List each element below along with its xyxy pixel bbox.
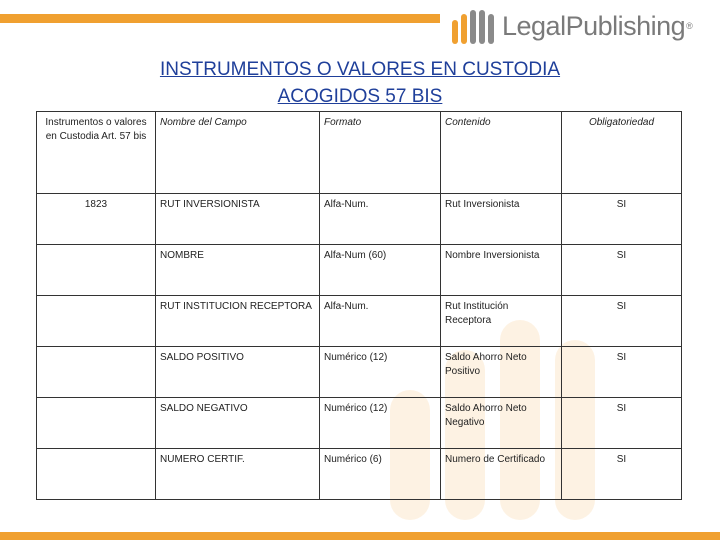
field-format: Numérico (12) [320,347,441,398]
bottom-accent-bar [0,532,720,540]
field-required: SI [562,245,682,296]
code-cell-empty [37,449,156,500]
field-name: SALDO POSITIVO [156,347,320,398]
table-row [37,296,682,347]
field-content: Rut Institución Receptora [441,296,562,347]
legalpublishing-logo [446,6,693,46]
table-row [37,347,682,398]
field-required: SI [562,449,682,500]
table-header-row [37,112,682,194]
code-cell: 1823 [37,194,156,245]
field-format: Numérico (6) [320,449,441,500]
legalpublishing-logo-icon [446,6,500,46]
code-cell-empty [37,245,156,296]
logo-registered-mark: ® [686,21,693,31]
header-contenido: Contenido [441,112,562,194]
field-required: SI [562,296,682,347]
fields-table [36,111,682,500]
field-name: RUT INSTITUCION RECEPTORA [156,296,320,347]
header-nombre-campo: Nombre del Campo [156,112,320,194]
logo-text: LegalPublishing [502,10,686,41]
title-line-1: INSTRUMENTOS O VALORES EN CUSTODIA [159,59,561,80]
code-cell-empty [37,347,156,398]
field-content: Saldo Ahorro Neto Positivo [441,347,562,398]
header-obligatoriedad: Obligatoriedad [562,112,682,194]
page-title [0,56,720,110]
field-name: SALDO NEGATIVO [156,398,320,449]
table-row [37,194,682,245]
header-formato: Formato [320,112,441,194]
table-row [37,398,682,449]
field-name: NUMERO CERTIF. [156,449,320,500]
field-required: SI [562,347,682,398]
field-name: RUT INVERSIONISTA [156,194,320,245]
field-format: Alfa-Num. [320,296,441,347]
code-cell-empty [37,398,156,449]
top-accent-bar [0,14,440,23]
table-row [37,449,682,500]
header-instrumentos: Instrumentos o valores en Custodia Art. 57 bis [37,112,156,194]
field-format: Numérico (12) [320,398,441,449]
field-content: Nombre Inversionista [441,245,562,296]
field-required: SI [562,398,682,449]
table-row [37,245,682,296]
field-content: Numero de Certificado [441,449,562,500]
field-content: Rut Inversionista [441,194,562,245]
title-line-2: ACOGIDOS 57 BIS [277,86,443,107]
field-name: NOMBRE [156,245,320,296]
code-cell-empty [37,296,156,347]
field-content: Saldo Ahorro Neto Negativo [441,398,562,449]
field-required: SI [562,194,682,245]
field-format: Alfa-Num. [320,194,441,245]
field-format: Alfa-Num (60) [320,245,441,296]
